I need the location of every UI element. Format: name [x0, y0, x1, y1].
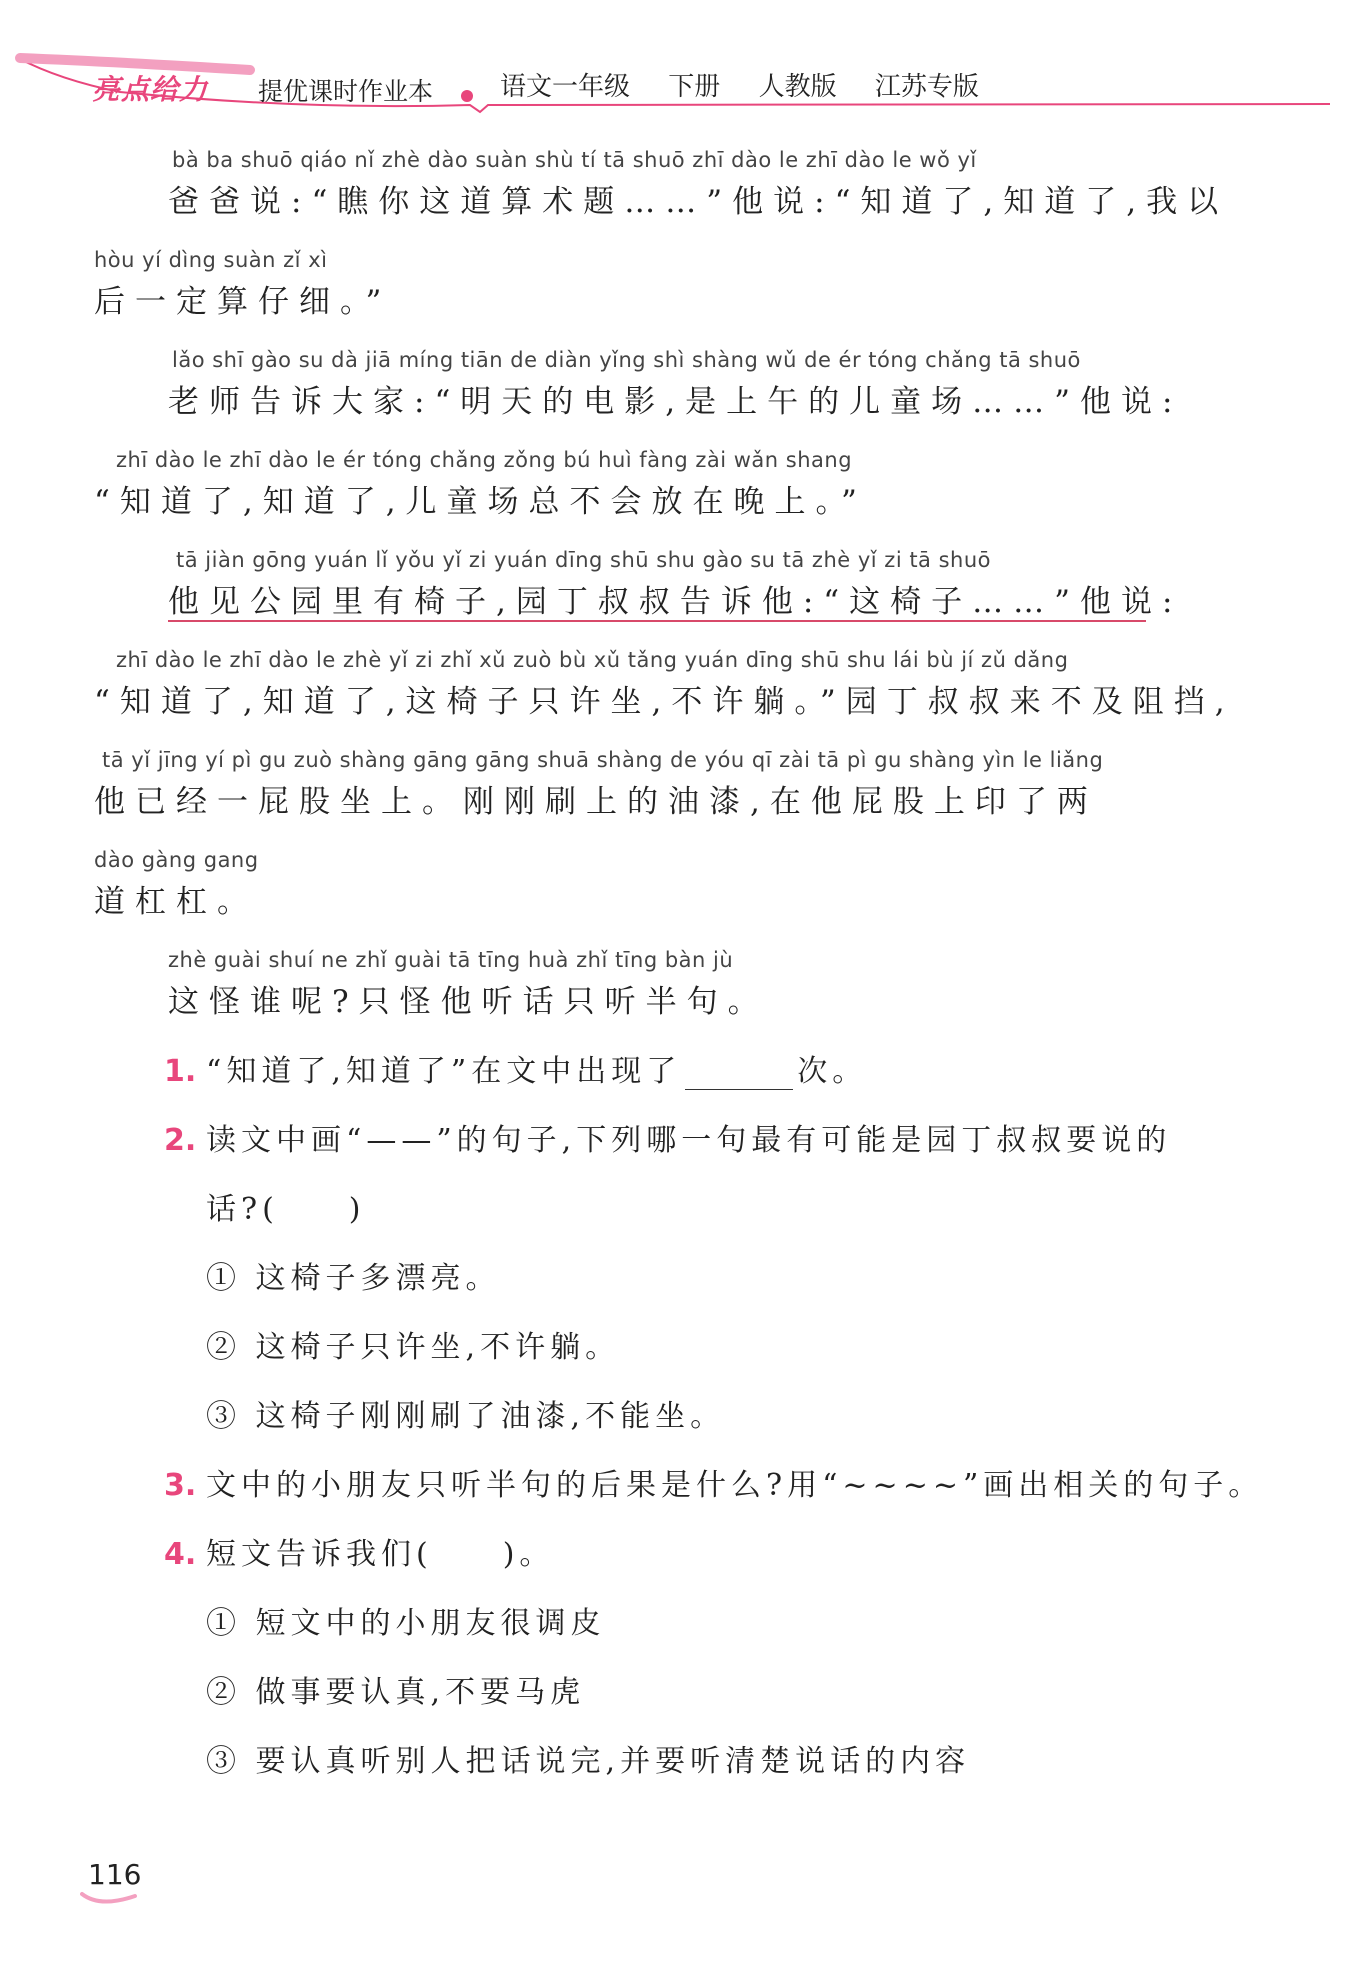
paren-close: )。	[502, 1537, 555, 1572]
brand-logo: 亮点给力	[92, 73, 209, 106]
question-2	[164, 1115, 1171, 1159]
bullet-icon	[461, 90, 473, 102]
text-line: “知道了,知道了,这椅子只许坐,不许躺。”园丁叔叔来不及阻挡,	[94, 684, 1235, 720]
region-label: 江苏专版	[874, 72, 979, 102]
text-line: 这怪谁呢?只怪他听话只听半句。	[168, 984, 769, 1020]
text-line: 后一定算仔细。”	[94, 284, 392, 320]
question-2-continued	[206, 1184, 366, 1228]
pinyin-line: zhī dào le zhī dào le zhè yǐ zi zhǐ xǔ zuò bù xǔ tǎng yuán dīng shū shu lái bù jí zǔ dǎng	[116, 648, 1069, 672]
question-3	[164, 1460, 1263, 1504]
question-4	[164, 1529, 554, 1573]
text-line: 他已经一屁股坐上。刚刚刷上的油漆,在他屁股上印了两	[94, 784, 1098, 820]
option-item: ① 这椅子多漂亮。	[206, 1261, 501, 1296]
pinyin-line: zhè guài shuí ne zhǐ guài tā tīng huà zhǐ tīng bàn jù	[168, 948, 734, 972]
pinyin-line: tā yǐ jīng yí pì gu zuò shàng gāng gāng shuā shàng de yóu qī zài tā pì gu shàng yìn le liǎng	[102, 748, 1104, 772]
answer-blank[interactable]	[685, 1065, 793, 1090]
pinyin-line: zhī dào le zhī dào le ér tóng chǎng zǒng bú huì fàng zài wǎn shang	[116, 448, 853, 472]
pinyin-line: tā jiàn gōng yuán lǐ yǒu yǐ zi yuán dīng shū shu gào su tā zhè yǐ zi tā shuō	[176, 548, 992, 572]
question-text: “知道了,知道了”在文中出现了	[206, 1054, 682, 1089]
paren-close: )	[348, 1192, 366, 1227]
page-header	[0, 0, 1350, 130]
pinyin-line: hòu yí dìng suàn zǐ xì	[94, 248, 328, 272]
book-info	[500, 66, 1009, 103]
option-item: ② 这椅子只许坐,不许躺。	[206, 1330, 621, 1365]
option-item: ③ 要认真听别人把话说完,并要听清楚说话的内容	[206, 1744, 971, 1779]
text-line: 爸爸说:“瞧你这道算术题……”他说:“知道了,知道了,我以	[168, 184, 1229, 220]
edition-label: 人教版	[758, 72, 837, 102]
question-1	[164, 1046, 867, 1090]
underlined-text-line: 他见公园里有椅子,园丁叔叔告诉他:“这椅子……”他说:	[168, 584, 1183, 620]
pinyin-line: lǎo shī gào su dà jiā míng tiān de diàn yǐng shì shàng wǔ de ér tóng chǎng tā shuō	[172, 348, 1081, 372]
text-line: “知道了,知道了,儿童场总不会放在晚上。”	[94, 484, 867, 520]
pinyin-line: dào gàng gang	[94, 848, 259, 872]
subject-label: 语文一年级	[500, 72, 631, 102]
straight-underline	[168, 620, 1146, 622]
page-number: 116	[88, 1858, 142, 1891]
question-text: 读文中画“——”的句子,下列哪一句最有可能是园丁叔叔要说的	[206, 1123, 1172, 1158]
brand-subtitle: 提优课时作业本	[258, 77, 434, 106]
question-text: 话?(	[206, 1192, 279, 1227]
header-decoration	[0, 0, 1350, 130]
text-line: 老师告诉大家:“明天的电影,是上午的儿童场……”他说:	[168, 384, 1183, 420]
question-text-end: 次。	[797, 1054, 868, 1089]
option-item: ① 短文中的小朋友很调皮	[206, 1606, 606, 1641]
question-number: 1.	[164, 1054, 197, 1089]
question-number: 3.	[164, 1468, 197, 1503]
option-item: ② 做事要认真,不要马虎	[206, 1675, 586, 1710]
pinyin-line: bà ba shuō qiáo nǐ zhè dào suàn shù tí tā shuō zhī dào le zhī dào le wǒ yǐ	[172, 148, 977, 172]
volume-label: 下册	[668, 72, 721, 102]
question-text: 文中的小朋友只听半句的后果是什么?用“~~~~”画出相关的句子。	[206, 1468, 1264, 1503]
question-text: 短文告诉我们(	[206, 1537, 433, 1572]
question-number: 4.	[164, 1537, 197, 1572]
text-line: 道杠杠。	[94, 884, 258, 920]
page-swoosh-icon	[80, 1890, 140, 1910]
option-item: ③ 这椅子刚刚刷了油漆,不能坐。	[206, 1399, 726, 1434]
question-number: 2.	[164, 1123, 197, 1158]
